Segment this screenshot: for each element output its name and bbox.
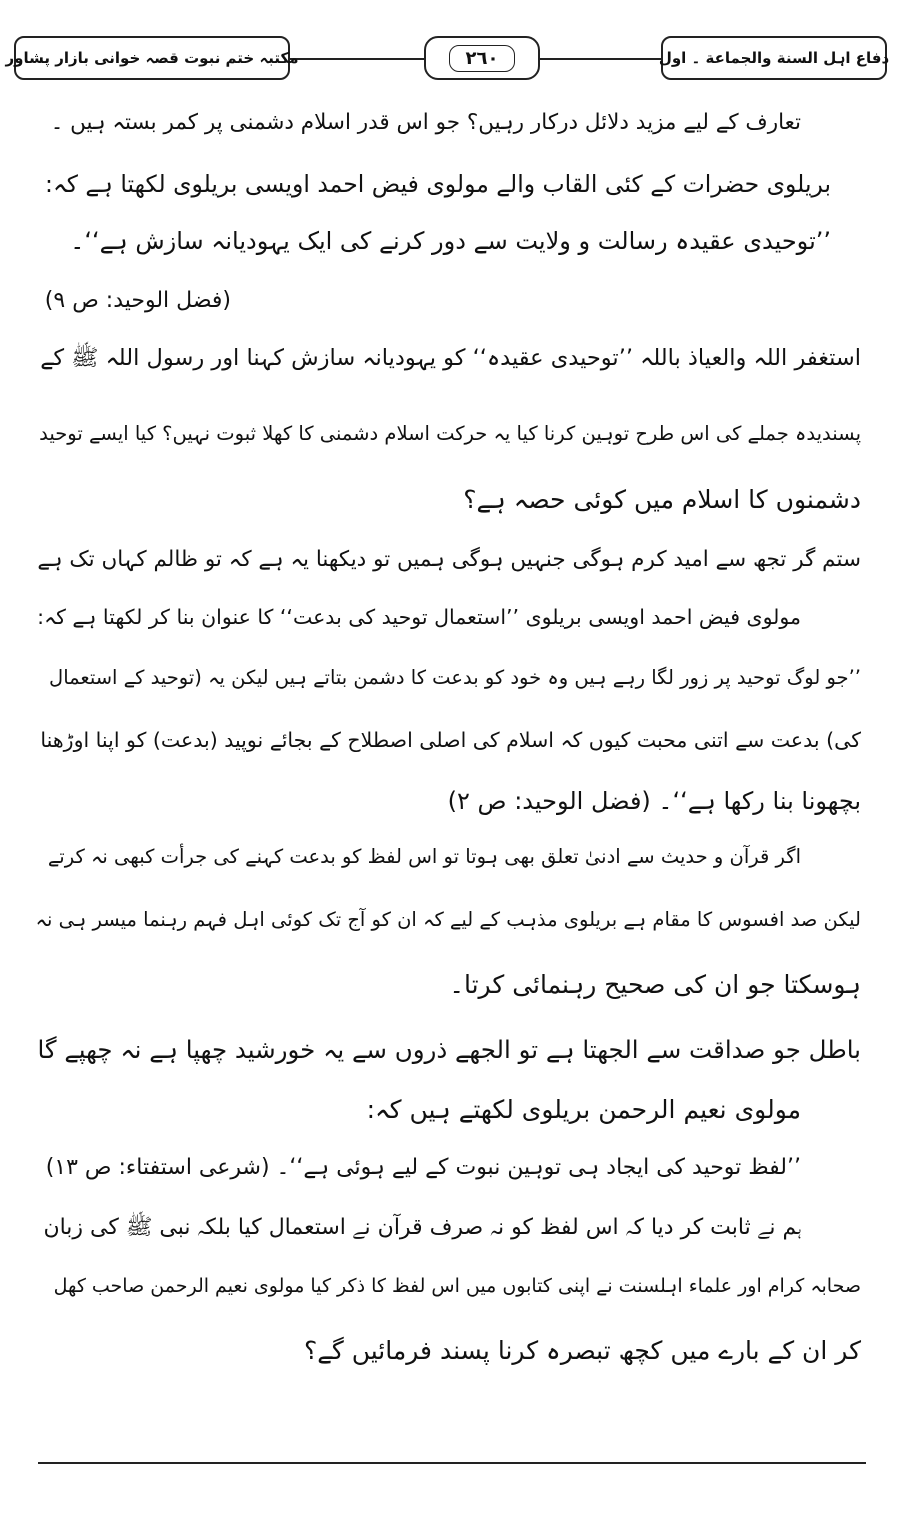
book-title: دفاع اہل السنة والجماعة ۔ اول xyxy=(661,36,887,80)
quote-line: کی) بدعت سے اتنی محبت کیوں کہ اسلام کی اصلی اصطلاح کے بجائے نوپید (بدعت) کو اپنا اوڑھنا xyxy=(40,728,861,752)
text-line: صحابہ کرام اور علماء اہلسنت نے اپنی کتابوں میں اس لفظ کا ذکر کیا مولوی نعیم الرحمن صاحب کھل xyxy=(53,1275,861,1297)
text-line: دشمنوں کا اسلام میں کوئی حصہ ہے؟ xyxy=(463,485,861,514)
citation: (فضل الوحید: ص ۹) xyxy=(44,288,231,313)
verse-line: باطل جو صداقت سے الجھتا ہے تو الجھے ذروں سے یہ خورشید چھپا ہے نہ چھپے گا xyxy=(37,1035,861,1064)
quote-line: ’’توحیدی عقیدہ رسالت و ولایت سے دور کرنے کی ایک یہودیانہ سازش ہے‘‘۔ xyxy=(70,227,831,255)
verse-line: ستم گر تجھ سے امید کرم ہوگی جنہیں ہوگی ہمیں تو دیکھنا یہ ہے کہ تو ظالم کہاں تک ہے xyxy=(37,547,861,572)
text-line: تعارف کے لیے مزید دلائل درکار رہیں؟ جو اس قدر اسلام دشمنی پر کمر بستہ ہیں ۔ xyxy=(50,110,801,135)
page-number-box xyxy=(424,36,540,80)
text-line: اگر قرآن و حدیث سے ادنیٰ تعلق بھی ہوتا تو اس لفظ کو بدعت کہنے کی جرأت کبھی نہ کرتے xyxy=(47,845,801,868)
text-line: بریلوی حضرات کے کئی القاب والے مولوی فیض احمد اویسی بریلوی لکھتا ہے کہ: xyxy=(45,170,831,198)
quote-line: ’’لفظ توحید کی ایجاد ہی توہین نبوت کے لیے ہوئی ہے‘‘۔ (شرعی استفتاء: ص ۱۳) xyxy=(45,1155,801,1180)
publisher-name: مکتبہ ختم نبوت قصہ خوانی بازار پشاور xyxy=(14,36,290,80)
text-line: استغفر اللہ والعیاذ باللہ ’’توحیدی عقیدہ‘‘ کو یہودیانہ سازش کہنا اور رسول اللہ ﷺ کے xyxy=(40,345,861,371)
quote-line: ’’جو لوگ توحید پر زور لگا رہے ہیں وہ خود کو بدعت کا دشمن بتاتے ہیں لیکن یہ (توحید کے استعمال xyxy=(49,666,861,689)
text-line: ہوسکتا جو ان کی صحیح رہنمائی کرتا۔ xyxy=(449,970,861,999)
footer-rule xyxy=(38,1462,866,1464)
page-header xyxy=(5,36,890,86)
page-number: ٢٦٠ xyxy=(449,45,516,72)
text-line: کر ان کے بارے میں کچھ تبصرہ کرنا پسند فرمائیں گے؟ xyxy=(303,1336,861,1365)
text-line: مولوی فیض احمد اویسی بریلوی ’’استعمال توحید کی بدعت‘‘ کا عنوان بنا کر لکھتا ہے کہ: xyxy=(37,605,801,629)
text-line: لیکن صد افسوس کا مقام ہے بریلوی مذہب کے لیے کہ ان کو آج تک کوئی اہل فہم رہنما میسر ہی نہ xyxy=(35,908,861,931)
text-line: مولوی نعیم الرحمن بریلوی لکھتے ہیں کہ: xyxy=(366,1095,801,1124)
quote-line: بچھونا بنا رکھا ہے‘‘۔ (فضل الوحید: ص ۲) xyxy=(447,787,861,815)
text-line: پسندیدہ جملے کی اس طرح توہین کرنا کیا یہ حرکت اسلام دشمنی کا کھلا ثبوت نہیں؟ کیا ایسے توحید xyxy=(39,422,861,445)
text-line: ہم نے ثابت کر دیا کہ اس لفظ کو نہ صرف قرآن نے استعمال کیا بلکہ نبی ﷺ کی زبان xyxy=(43,1215,801,1240)
